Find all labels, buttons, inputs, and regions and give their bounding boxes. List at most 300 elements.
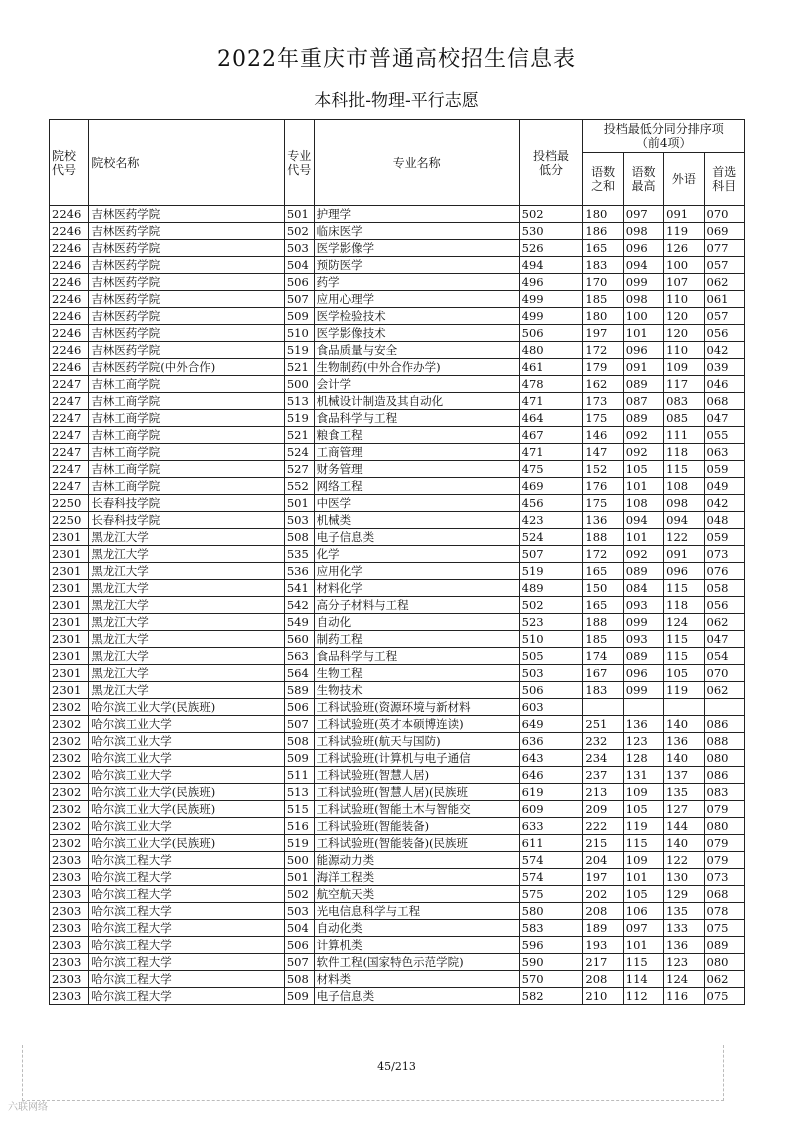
cell-foreign-language: 136 bbox=[664, 733, 704, 750]
cell-chinese-math-sum: 202 bbox=[583, 886, 623, 903]
cell-major-name: 工科试验班(智能装备)(民族班 bbox=[314, 835, 519, 852]
cell-first-subject: 068 bbox=[704, 886, 744, 903]
cell-school-name: 哈尔滨工程大学 bbox=[89, 920, 285, 937]
cell-chinese-math-max: 136 bbox=[623, 716, 663, 733]
cell-min-score: 603 bbox=[519, 699, 583, 716]
cell-major-code: 502 bbox=[284, 223, 314, 240]
cell-school-code: 2303 bbox=[50, 886, 89, 903]
cell-min-score: 461 bbox=[519, 359, 583, 376]
cell-major-name: 电子信息类 bbox=[314, 529, 519, 546]
cell-major-name: 生物工程 bbox=[314, 665, 519, 682]
cell-school-name: 哈尔滨工程大学 bbox=[89, 852, 285, 869]
header-min-score: 投档最低分 bbox=[519, 120, 583, 206]
cell-school-name: 哈尔滨工程大学 bbox=[89, 954, 285, 971]
cell-first-subject: 073 bbox=[704, 546, 744, 563]
cell-chinese-math-sum: 188 bbox=[583, 614, 623, 631]
table-row bbox=[50, 631, 745, 648]
cell-min-score: 467 bbox=[519, 427, 583, 444]
table-row bbox=[50, 325, 745, 342]
cell-major-name: 医学检验技术 bbox=[314, 308, 519, 325]
cell-major-code: 524 bbox=[284, 444, 314, 461]
cell-school-name: 吉林医药学院 bbox=[89, 325, 285, 342]
cell-first-subject: 063 bbox=[704, 444, 744, 461]
cell-chinese-math-sum: 175 bbox=[583, 495, 623, 512]
cell-min-score: 611 bbox=[519, 835, 583, 852]
table-row bbox=[50, 818, 745, 835]
cell-major-code: 521 bbox=[284, 359, 314, 376]
table-row bbox=[50, 699, 745, 716]
cell-first-subject: 080 bbox=[704, 818, 744, 835]
cell-major-code: 507 bbox=[284, 291, 314, 308]
cell-chinese-math-sum: 186 bbox=[583, 223, 623, 240]
table-row bbox=[50, 971, 745, 988]
cell-major-name: 自动化类 bbox=[314, 920, 519, 937]
cell-school-name: 哈尔滨工业大学(民族班) bbox=[89, 801, 285, 818]
cell-chinese-math-sum: 197 bbox=[583, 325, 623, 342]
cell-chinese-math-max: 115 bbox=[623, 835, 663, 852]
cell-foreign-language: 109 bbox=[664, 359, 704, 376]
cell-major-code: 502 bbox=[284, 886, 314, 903]
cell-foreign-language: 096 bbox=[664, 563, 704, 580]
cell-foreign-language: 116 bbox=[664, 988, 704, 1005]
table-row bbox=[50, 461, 745, 478]
cell-major-name: 护理学 bbox=[314, 206, 519, 223]
table-row bbox=[50, 478, 745, 495]
cell-chinese-math-sum: 150 bbox=[583, 580, 623, 597]
cell-chinese-math-max: 109 bbox=[623, 784, 663, 801]
cell-school-name: 吉林医药学院(中外合作) bbox=[89, 359, 285, 376]
cell-major-name: 预防医学 bbox=[314, 257, 519, 274]
cell-min-score: 574 bbox=[519, 869, 583, 886]
cell-school-name: 哈尔滨工业大学 bbox=[89, 818, 285, 835]
cell-first-subject: 086 bbox=[704, 716, 744, 733]
cell-first-subject: 054 bbox=[704, 648, 744, 665]
watermark-logo: 六联网络 bbox=[8, 1102, 48, 1113]
cell-school-name: 哈尔滨工程大学 bbox=[89, 971, 285, 988]
cell-foreign-language: 085 bbox=[664, 410, 704, 427]
cell-school-code: 2247 bbox=[50, 427, 89, 444]
cell-school-name: 吉林工商学院 bbox=[89, 427, 285, 444]
cell-major-name: 工科试验班(航天与国防) bbox=[314, 733, 519, 750]
cell-min-score: 609 bbox=[519, 801, 583, 818]
header-major-code: 专业代号 bbox=[284, 120, 314, 206]
cell-major-code: 560 bbox=[284, 631, 314, 648]
cell-min-score: 526 bbox=[519, 240, 583, 257]
table-row bbox=[50, 733, 745, 750]
cell-chinese-math-sum: 215 bbox=[583, 835, 623, 852]
cell-chinese-math-max: 106 bbox=[623, 903, 663, 920]
cell-school-code: 2302 bbox=[50, 699, 89, 716]
cell-foreign-language: 122 bbox=[664, 852, 704, 869]
cell-chinese-math-max: 128 bbox=[623, 750, 663, 767]
cell-foreign-language: 120 bbox=[664, 325, 704, 342]
cell-foreign-language: 140 bbox=[664, 835, 704, 852]
cell-chinese-math-sum: 165 bbox=[583, 563, 623, 580]
cell-foreign-language: 129 bbox=[664, 886, 704, 903]
cell-chinese-math-max: 119 bbox=[623, 818, 663, 835]
cell-school-name: 吉林工商学院 bbox=[89, 393, 285, 410]
cell-foreign-language: 083 bbox=[664, 393, 704, 410]
cell-major-code: 589 bbox=[284, 682, 314, 699]
cell-foreign-language: 130 bbox=[664, 869, 704, 886]
cell-min-score: 502 bbox=[519, 597, 583, 614]
cell-min-score: 523 bbox=[519, 614, 583, 631]
cell-school-code: 2247 bbox=[50, 444, 89, 461]
cell-major-code: 511 bbox=[284, 767, 314, 784]
table-row bbox=[50, 512, 745, 529]
cell-major-name: 药学 bbox=[314, 274, 519, 291]
cell-school-name: 吉林医药学院 bbox=[89, 291, 285, 308]
cell-major-name: 工科试验班(智能土木与智能交 bbox=[314, 801, 519, 818]
cell-first-subject: 086 bbox=[704, 767, 744, 784]
cell-school-code: 2246 bbox=[50, 274, 89, 291]
cell-first-subject: 077 bbox=[704, 240, 744, 257]
cell-foreign-language: 100 bbox=[664, 257, 704, 274]
cell-foreign-language: 122 bbox=[664, 529, 704, 546]
cell-major-name: 医学影像技术 bbox=[314, 325, 519, 342]
cell-school-code: 2302 bbox=[50, 801, 89, 818]
cell-major-name: 光电信息科学与工程 bbox=[314, 903, 519, 920]
page-title: 2022年重庆市普通高校招生信息表 bbox=[217, 47, 576, 72]
cell-major-name: 高分子材料与工程 bbox=[314, 597, 519, 614]
cell-school-name: 黑龙江大学 bbox=[89, 648, 285, 665]
cell-school-name: 哈尔滨工业大学 bbox=[89, 733, 285, 750]
cell-major-name: 材料化学 bbox=[314, 580, 519, 597]
cell-min-score: 510 bbox=[519, 631, 583, 648]
cell-school-name: 吉林医药学院 bbox=[89, 206, 285, 223]
cell-major-name: 中医学 bbox=[314, 495, 519, 512]
cell-chinese-math-sum: 188 bbox=[583, 529, 623, 546]
cell-chinese-math-max: 096 bbox=[623, 665, 663, 682]
cell-school-name: 吉林工商学院 bbox=[89, 444, 285, 461]
cell-foreign-language: 115 bbox=[664, 461, 704, 478]
cell-major-code: 563 bbox=[284, 648, 314, 665]
cell-chinese-math-sum: 234 bbox=[583, 750, 623, 767]
cell-chinese-math-sum: 165 bbox=[583, 240, 623, 257]
cell-major-code: 527 bbox=[284, 461, 314, 478]
cell-first-subject: 073 bbox=[704, 869, 744, 886]
cell-school-code: 2303 bbox=[50, 971, 89, 988]
cell-major-name: 医学影像学 bbox=[314, 240, 519, 257]
cell-major-name: 电子信息类 bbox=[314, 988, 519, 1005]
cell-chinese-math-sum: 180 bbox=[583, 308, 623, 325]
cell-major-code: 504 bbox=[284, 920, 314, 937]
cell-min-score: 503 bbox=[519, 665, 583, 682]
cell-school-name: 黑龙江大学 bbox=[89, 580, 285, 597]
cell-major-name: 能源动力类 bbox=[314, 852, 519, 869]
cell-school-code: 2246 bbox=[50, 257, 89, 274]
table-row bbox=[50, 954, 745, 971]
header-sub-foreign-language: 外语 bbox=[664, 153, 704, 206]
cell-school-code: 2303 bbox=[50, 988, 89, 1005]
table-row bbox=[50, 206, 745, 223]
cell-chinese-math-max: 115 bbox=[623, 954, 663, 971]
cell-school-name: 哈尔滨工业大学(民族班) bbox=[89, 835, 285, 852]
table-row bbox=[50, 903, 745, 920]
cell-major-name: 财务管理 bbox=[314, 461, 519, 478]
cell-school-code: 2302 bbox=[50, 835, 89, 852]
cell-school-code: 2246 bbox=[50, 359, 89, 376]
cell-chinese-math-sum: 209 bbox=[583, 801, 623, 818]
table-row bbox=[50, 648, 745, 665]
cell-major-code: 516 bbox=[284, 818, 314, 835]
cell-min-score: 505 bbox=[519, 648, 583, 665]
cell-foreign-language: 135 bbox=[664, 903, 704, 920]
cell-major-code: 549 bbox=[284, 614, 314, 631]
cell-min-score: 489 bbox=[519, 580, 583, 597]
cell-major-code: 513 bbox=[284, 784, 314, 801]
cell-major-code: 513 bbox=[284, 393, 314, 410]
header-sub-first-subject: 首选科目 bbox=[704, 153, 744, 206]
table-row bbox=[50, 988, 745, 1005]
table-row bbox=[50, 597, 745, 614]
table-row bbox=[50, 835, 745, 852]
cell-chinese-math-max: 096 bbox=[623, 342, 663, 359]
cell-school-name: 哈尔滨工业大学(民族班) bbox=[89, 784, 285, 801]
cell-school-code: 2250 bbox=[50, 512, 89, 529]
cell-foreign-language: 136 bbox=[664, 937, 704, 954]
cell-foreign-language: 120 bbox=[664, 308, 704, 325]
cell-major-name: 食品科学与工程 bbox=[314, 648, 519, 665]
cell-first-subject: 062 bbox=[704, 971, 744, 988]
cell-foreign-language: 118 bbox=[664, 444, 704, 461]
cell-major-name: 自动化 bbox=[314, 614, 519, 631]
cell-chinese-math-sum: 180 bbox=[583, 206, 623, 223]
cell-min-score: 582 bbox=[519, 988, 583, 1005]
cell-major-code: 509 bbox=[284, 750, 314, 767]
cell-chinese-math-max: 089 bbox=[623, 563, 663, 580]
cell-chinese-math-sum: 185 bbox=[583, 291, 623, 308]
cell-min-score: 636 bbox=[519, 733, 583, 750]
cell-major-name: 制药工程 bbox=[314, 631, 519, 648]
cell-foreign-language: 133 bbox=[664, 920, 704, 937]
cell-major-code: 506 bbox=[284, 937, 314, 954]
cell-major-name: 工科试验班(智能装备) bbox=[314, 818, 519, 835]
cell-school-code: 2303 bbox=[50, 903, 89, 920]
cell-min-score: 649 bbox=[519, 716, 583, 733]
cell-chinese-math-max: 114 bbox=[623, 971, 663, 988]
cell-first-subject: 042 bbox=[704, 342, 744, 359]
cell-school-name: 哈尔滨工业大学(民族班) bbox=[89, 699, 285, 716]
cell-chinese-math-max: 098 bbox=[623, 291, 663, 308]
cell-school-name: 哈尔滨工程大学 bbox=[89, 903, 285, 920]
cell-first-subject: 055 bbox=[704, 427, 744, 444]
cell-major-code: 500 bbox=[284, 376, 314, 393]
cell-school-code: 2301 bbox=[50, 529, 89, 546]
cell-school-name: 哈尔滨工程大学 bbox=[89, 886, 285, 903]
cell-chinese-math-sum: 147 bbox=[583, 444, 623, 461]
cell-major-name: 工科试验班(智慧人居)(民族班 bbox=[314, 784, 519, 801]
cell-major-name: 粮食工程 bbox=[314, 427, 519, 444]
cell-foreign-language: 118 bbox=[664, 597, 704, 614]
cell-school-code: 2303 bbox=[50, 920, 89, 937]
cell-first-subject: 080 bbox=[704, 750, 744, 767]
cell-school-name: 哈尔滨工程大学 bbox=[89, 988, 285, 1005]
cell-major-code: 504 bbox=[284, 257, 314, 274]
cell-school-name: 黑龙江大学 bbox=[89, 597, 285, 614]
cell-major-name: 工商管理 bbox=[314, 444, 519, 461]
cell-min-score: 646 bbox=[519, 767, 583, 784]
cell-chinese-math-max: 094 bbox=[623, 512, 663, 529]
cell-school-name: 哈尔滨工业大学 bbox=[89, 767, 285, 784]
cell-major-name: 化学 bbox=[314, 546, 519, 563]
cell-first-subject: 079 bbox=[704, 801, 744, 818]
table-row bbox=[50, 291, 745, 308]
cell-first-subject: 057 bbox=[704, 308, 744, 325]
cell-chinese-math-max: 098 bbox=[623, 223, 663, 240]
cell-chinese-math-max: 109 bbox=[623, 852, 663, 869]
cell-major-code: 503 bbox=[284, 512, 314, 529]
table-row bbox=[50, 495, 745, 512]
cell-major-code: 519 bbox=[284, 835, 314, 852]
cell-school-name: 吉林医药学院 bbox=[89, 308, 285, 325]
cell-chinese-math-sum: 193 bbox=[583, 937, 623, 954]
table-row bbox=[50, 869, 745, 886]
cell-first-subject: 089 bbox=[704, 937, 744, 954]
cell-major-name: 机械类 bbox=[314, 512, 519, 529]
cell-min-score: 502 bbox=[519, 206, 583, 223]
cell-first-subject: 070 bbox=[704, 206, 744, 223]
cell-school-name: 吉林医药学院 bbox=[89, 223, 285, 240]
cell-school-code: 2302 bbox=[50, 750, 89, 767]
cell-min-score: 596 bbox=[519, 937, 583, 954]
cell-major-code: 507 bbox=[284, 716, 314, 733]
cell-foreign-language: 119 bbox=[664, 223, 704, 240]
cell-min-score: 507 bbox=[519, 546, 583, 563]
cell-chinese-math-sum: 208 bbox=[583, 971, 623, 988]
cell-min-score: 574 bbox=[519, 852, 583, 869]
cell-school-code: 2302 bbox=[50, 733, 89, 750]
cell-major-code: 508 bbox=[284, 971, 314, 988]
table-row bbox=[50, 886, 745, 903]
cell-major-code: 509 bbox=[284, 988, 314, 1005]
cell-foreign-language: 091 bbox=[664, 546, 704, 563]
cell-first-subject: 076 bbox=[704, 563, 744, 580]
cell-school-code: 2247 bbox=[50, 410, 89, 427]
cell-school-name: 哈尔滨工程大学 bbox=[89, 937, 285, 954]
cell-major-name: 材料类 bbox=[314, 971, 519, 988]
table-row bbox=[50, 427, 745, 444]
cell-min-score: 456 bbox=[519, 495, 583, 512]
table-row bbox=[50, 410, 745, 427]
cell-major-name: 生物制药(中外合作办学) bbox=[314, 359, 519, 376]
table-row bbox=[50, 546, 745, 563]
cell-school-name: 长春科技学院 bbox=[89, 495, 285, 512]
cell-chinese-math-sum: 217 bbox=[583, 954, 623, 971]
cell-foreign-language: 115 bbox=[664, 580, 704, 597]
cell-chinese-math-max: 100 bbox=[623, 308, 663, 325]
cell-min-score: 464 bbox=[519, 410, 583, 427]
cell-school-code: 2247 bbox=[50, 393, 89, 410]
cell-min-score: 423 bbox=[519, 512, 583, 529]
cell-chinese-math-sum: 222 bbox=[583, 818, 623, 835]
cell-first-subject: 068 bbox=[704, 393, 744, 410]
cell-foreign-language: 094 bbox=[664, 512, 704, 529]
cell-chinese-math-sum: 189 bbox=[583, 920, 623, 937]
table-row bbox=[50, 665, 745, 682]
cell-major-code: 564 bbox=[284, 665, 314, 682]
cell-major-code: 501 bbox=[284, 495, 314, 512]
cell-foreign-language: 144 bbox=[664, 818, 704, 835]
cell-school-name: 吉林工商学院 bbox=[89, 478, 285, 495]
cell-school-name: 哈尔滨工程大学 bbox=[89, 869, 285, 886]
cell-school-code: 2301 bbox=[50, 648, 89, 665]
cell-chinese-math-max: 096 bbox=[623, 240, 663, 257]
cell-foreign-language: 127 bbox=[664, 801, 704, 818]
cell-first-subject: 062 bbox=[704, 682, 744, 699]
cell-chinese-math-sum: 165 bbox=[583, 597, 623, 614]
cell-major-name: 网络工程 bbox=[314, 478, 519, 495]
cell-first-subject: 047 bbox=[704, 631, 744, 648]
cell-min-score: 619 bbox=[519, 784, 583, 801]
cell-school-code: 2247 bbox=[50, 376, 89, 393]
cell-foreign-language: 140 bbox=[664, 750, 704, 767]
cell-min-score: 496 bbox=[519, 274, 583, 291]
cell-major-code: 506 bbox=[284, 699, 314, 716]
cell-chinese-math-sum bbox=[583, 699, 623, 716]
cell-first-subject: 083 bbox=[704, 784, 744, 801]
cell-first-subject: 042 bbox=[704, 495, 744, 512]
table-row bbox=[50, 376, 745, 393]
cell-chinese-math-max bbox=[623, 699, 663, 716]
cell-chinese-math-max: 101 bbox=[623, 529, 663, 546]
cell-foreign-language: 126 bbox=[664, 240, 704, 257]
cell-first-subject: 062 bbox=[704, 614, 744, 631]
cell-major-code: 552 bbox=[284, 478, 314, 495]
cell-chinese-math-max: 105 bbox=[623, 801, 663, 818]
cell-first-subject: 056 bbox=[704, 597, 744, 614]
cell-major-code: 519 bbox=[284, 410, 314, 427]
header-major-name: 专业名称 bbox=[314, 120, 519, 206]
cell-first-subject bbox=[704, 699, 744, 716]
cell-foreign-language: 140 bbox=[664, 716, 704, 733]
cell-major-name: 计算机类 bbox=[314, 937, 519, 954]
cell-school-code: 2302 bbox=[50, 716, 89, 733]
cell-major-code: 536 bbox=[284, 563, 314, 580]
cell-first-subject: 059 bbox=[704, 461, 744, 478]
cell-school-name: 长春科技学院 bbox=[89, 512, 285, 529]
table-body bbox=[50, 206, 745, 1005]
cell-school-code: 2303 bbox=[50, 937, 89, 954]
cell-chinese-math-max: 099 bbox=[623, 614, 663, 631]
cell-major-code: 535 bbox=[284, 546, 314, 563]
cell-min-score: 478 bbox=[519, 376, 583, 393]
cell-min-score: 590 bbox=[519, 954, 583, 971]
cell-major-code: 501 bbox=[284, 869, 314, 886]
cell-chinese-math-sum: 162 bbox=[583, 376, 623, 393]
cell-foreign-language: 135 bbox=[664, 784, 704, 801]
cell-school-code: 2301 bbox=[50, 682, 89, 699]
cell-chinese-math-sum: 185 bbox=[583, 631, 623, 648]
header-school-name: 院校名称 bbox=[89, 120, 285, 206]
cell-chinese-math-max: 099 bbox=[623, 274, 663, 291]
cell-major-name: 食品科学与工程 bbox=[314, 410, 519, 427]
cell-major-name: 食品质量与安全 bbox=[314, 342, 519, 359]
table-row bbox=[50, 257, 745, 274]
cell-major-code: 519 bbox=[284, 342, 314, 359]
cell-chinese-math-max: 097 bbox=[623, 920, 663, 937]
cell-min-score: 471 bbox=[519, 444, 583, 461]
table-row bbox=[50, 937, 745, 954]
cell-major-code: 515 bbox=[284, 801, 314, 818]
cell-min-score: 480 bbox=[519, 342, 583, 359]
table-row bbox=[50, 342, 745, 359]
cell-foreign-language: 098 bbox=[664, 495, 704, 512]
cell-major-name: 临床医学 bbox=[314, 223, 519, 240]
cell-first-subject: 079 bbox=[704, 835, 744, 852]
cell-chinese-math-sum: 167 bbox=[583, 665, 623, 682]
cell-min-score: 499 bbox=[519, 291, 583, 308]
